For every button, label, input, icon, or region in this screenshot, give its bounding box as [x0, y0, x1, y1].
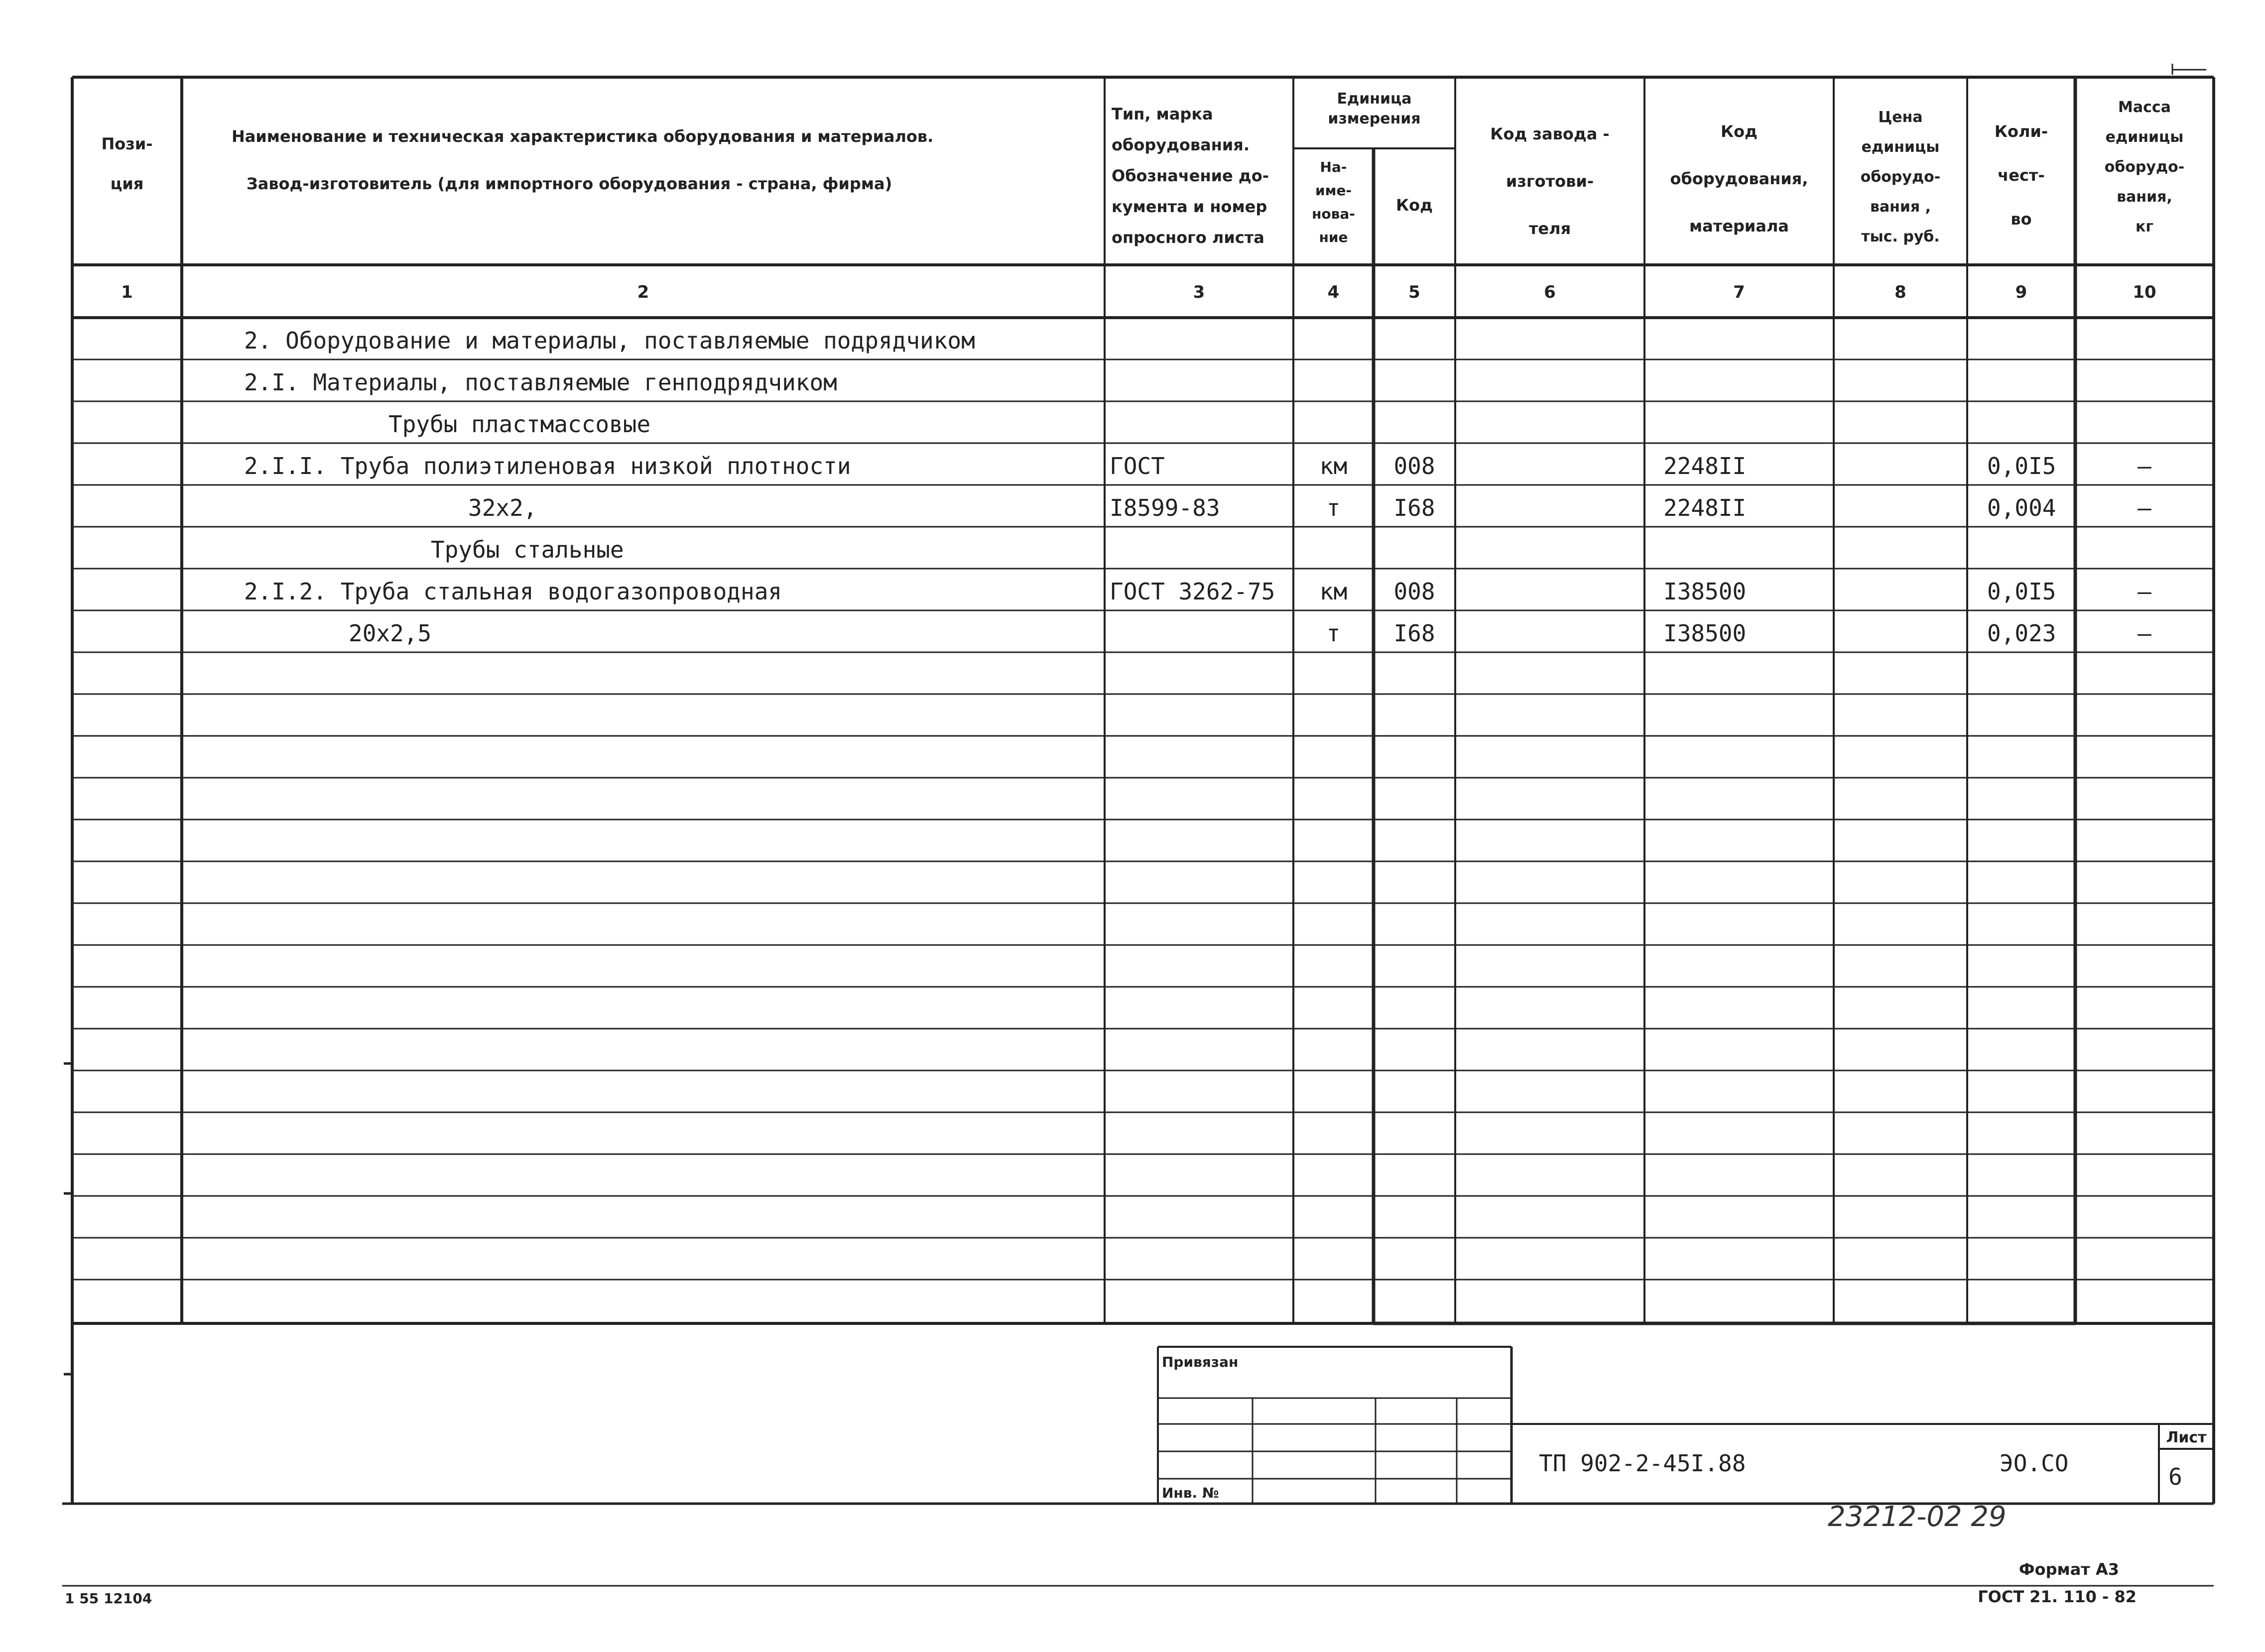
cell-material-code: I38500	[1663, 620, 1747, 647]
column-number: 4	[1327, 282, 1340, 302]
header-type: оборудования.	[1112, 135, 1250, 154]
header-type: Обозначение до-	[1112, 166, 1269, 185]
column-number: 10	[2133, 282, 2156, 302]
cell-type: ГОСТ	[1110, 453, 1165, 479]
cell-name: Трубы стальные	[431, 536, 624, 563]
header-mass: вания,	[2117, 188, 2172, 206]
column-number: 3	[1193, 282, 1205, 302]
cell-mass: –	[2138, 620, 2151, 647]
header-mass: Масса	[2118, 99, 2171, 116]
cell-name: 20x2,5	[349, 620, 432, 647]
sheet-number: 6	[2168, 1463, 2182, 1490]
header-price: вания ,	[1870, 198, 1931, 216]
cell-name: 2.I. Материалы, поставляемые генподрядчиком	[244, 369, 837, 396]
cell-unit: т	[1326, 620, 1341, 647]
cell-unit: км	[1319, 453, 1348, 479]
header-factory-code: изготови-	[1506, 172, 1594, 191]
section-code: ЭО.СО	[2000, 1450, 2069, 1477]
column-number: 5	[1408, 282, 1420, 302]
cell-name: 32x2,	[468, 494, 537, 521]
cell-unit-code: 008	[1393, 453, 1435, 479]
header-material-code: материала	[1689, 217, 1789, 236]
header-material-code: Код	[1721, 122, 1758, 141]
header-price: оборудо-	[1860, 168, 1941, 186]
header-type: кумента и номер	[1112, 197, 1267, 216]
header-price: Цена	[1878, 109, 1923, 126]
column-number: 7	[1733, 282, 1745, 302]
header-material-code: оборудования,	[1670, 169, 1808, 188]
header-quantity: Коли-	[1994, 122, 2048, 141]
cell-name: 2.I.2. Труба стальная водогазопроводная	[244, 578, 782, 605]
cell-type: I8599-83	[1110, 494, 1220, 521]
handwritten-number: 23212-02 29	[1828, 1501, 2007, 1533]
cell-material-code: I38500	[1663, 578, 1747, 605]
header-type: Тип, марка	[1112, 105, 1213, 123]
header-unit-group: Единица	[1337, 90, 1412, 108]
cell-name: 2. Оборудование и материалы, поставляемые подрядчиком	[244, 327, 975, 354]
cell-quantity: 0,004	[1987, 494, 2056, 521]
cell-mass: –	[2138, 578, 2151, 605]
header-mass: единицы	[2105, 128, 2184, 146]
cell-mass: –	[2138, 453, 2151, 479]
header-mass: кг	[2135, 218, 2154, 236]
cell-unit: км	[1319, 578, 1348, 605]
header-position: ция	[110, 174, 144, 193]
cell-mass: –	[2138, 494, 2151, 521]
column-number: 8	[1894, 282, 1906, 302]
cell-quantity: 0,023	[1987, 620, 2056, 647]
header-unit-name: ние	[1319, 229, 1348, 245]
cell-unit-code: I68	[1393, 620, 1435, 647]
column-number: 1	[121, 282, 133, 302]
header-factory-code: Код завода -	[1490, 124, 1610, 143]
cell-material-code: 2248II	[1663, 494, 1747, 521]
header-type: опросного листа	[1112, 228, 1264, 247]
header-quantity: чест-	[1998, 166, 2045, 185]
cell-quantity: 0,0I5	[1987, 578, 2056, 605]
header-price: единицы	[1861, 138, 1940, 156]
header-factory-code: теля	[1528, 219, 1571, 238]
column-number: 6	[1544, 282, 1556, 302]
cell-type: ГОСТ 3262-75	[1110, 578, 1275, 605]
header-unit-group: измерения	[1328, 110, 1421, 127]
header-unit-code: Код	[1396, 196, 1433, 215]
header-unit-name: На-	[1320, 159, 1347, 175]
header-position: Пози-	[101, 134, 153, 153]
format-label: Формат А3	[2018, 1560, 2119, 1579]
header-name-line2: Завод-изготовитель (для импортного оборудования - страна, фирма)	[247, 174, 892, 193]
left-code: 1 55 12104	[65, 1590, 152, 1607]
cell-unit-code: I68	[1393, 494, 1435, 521]
cell-quantity: 0,0I5	[1987, 453, 2056, 479]
cell-unit-code: 008	[1393, 578, 1435, 605]
column-number: 9	[2015, 282, 2027, 302]
sheet-label: Лист	[2166, 1429, 2207, 1446]
cell-name: Трубы пластмассовые	[388, 411, 651, 438]
header-quantity: во	[2011, 210, 2032, 229]
header-price: тыс. руб.	[1861, 228, 1940, 245]
header-mass: оборудо-	[2104, 158, 2185, 176]
header-unit-name: име-	[1315, 182, 1352, 199]
header-name-line1: Наименование и техническая характеристика оборудования и материалов.	[232, 127, 934, 146]
cell-name: 2.I.I. Труба полиэтиленовая низкой плотности	[244, 453, 851, 479]
cell-material-code: 2248II	[1663, 453, 1747, 479]
stamp-privyazan: Привязан	[1162, 1354, 1239, 1370]
stamp-inventory: Инв. №	[1162, 1485, 1219, 1501]
gost-label: ГОСТ 21. 110 - 82	[1978, 1587, 2137, 1606]
cell-unit: т	[1326, 494, 1341, 521]
document-code: ТП 902-2-45I.88	[1539, 1450, 1746, 1477]
header-unit-name: нова-	[1312, 206, 1355, 222]
column-number: 2	[637, 282, 649, 302]
